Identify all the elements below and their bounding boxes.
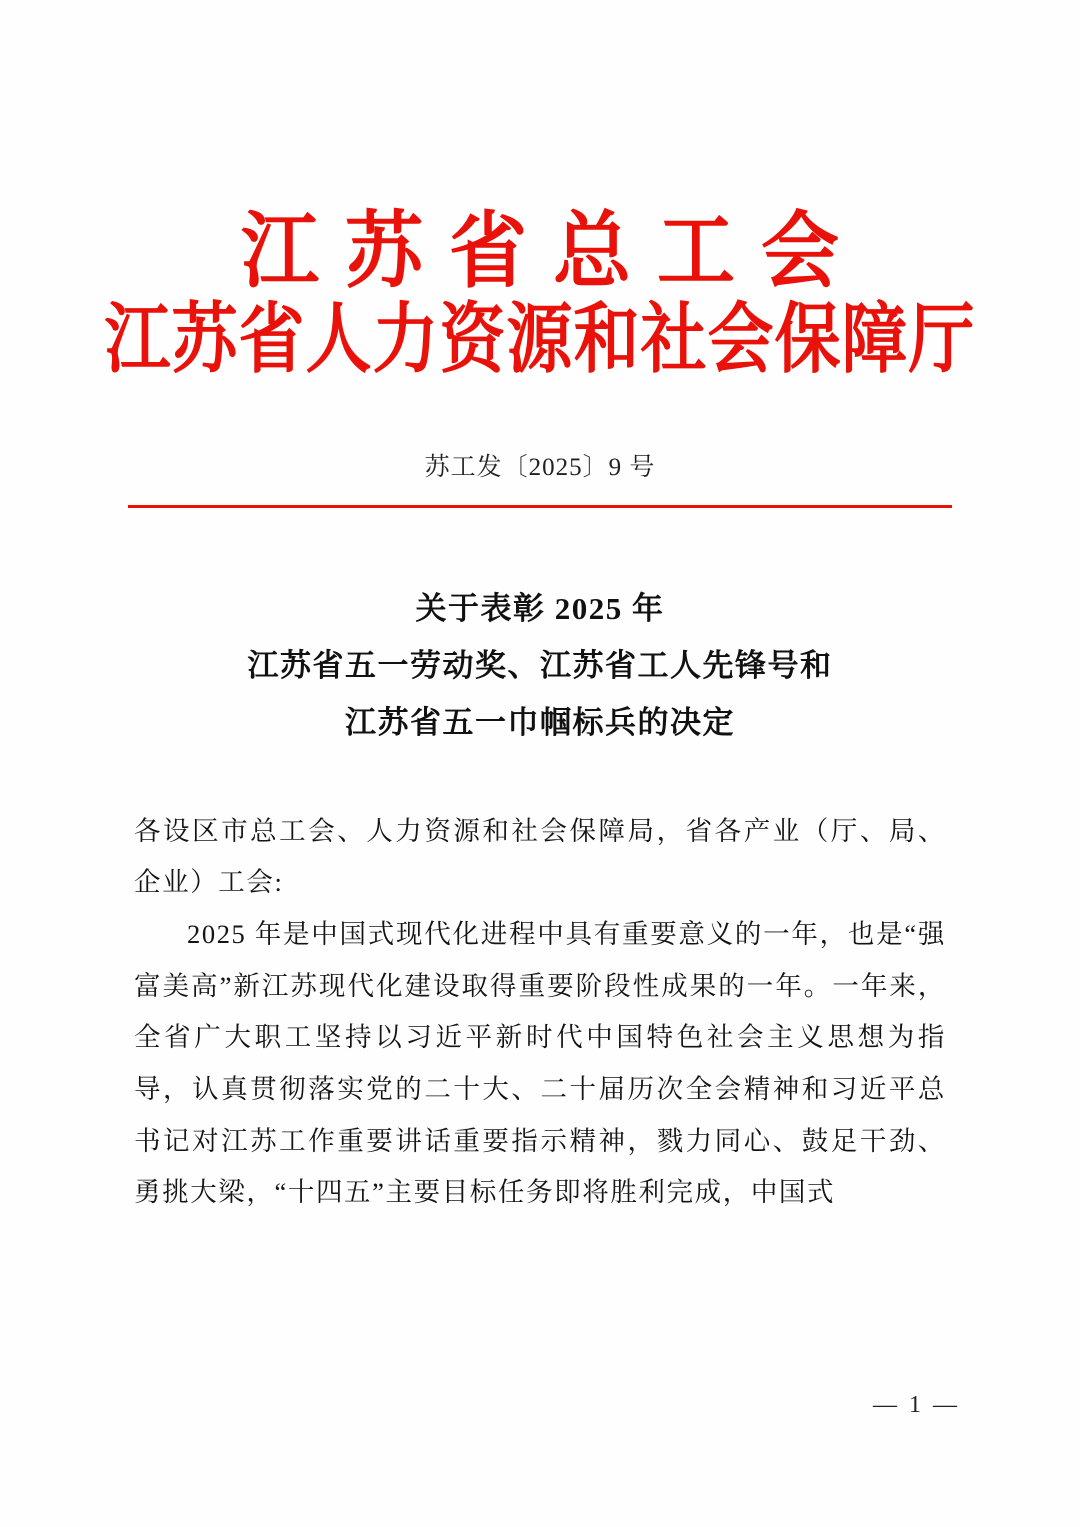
title-line-2: 江苏省五一劳动奖、江苏省工人先锋号和 (247, 647, 833, 683)
body-paragraph-1: 2025 年是中国式现代化进程中具有重要意义的一年，也是“强富美高”新江苏现代化建设取得重要阶段性成果的一年。一年来，全省广大职工坚持以习近平新时代中国特色社会主义思想为指导，认真贯彻落实党的二十大、二十届历次全会精神和习近平总书记对江苏工作重要讲话重要指示精神，戮力同心、鼓足干劲、勇挑大梁，“十四五”主要目标任务即将胜利完成，中国式 (134, 918, 946, 1208)
red-divider-rule (128, 505, 952, 508)
document-title (0, 580, 1080, 752)
page-number: — 1 — (873, 1392, 960, 1418)
salutation: 各设区市总工会、人力资源和社会保障局，省各产业（厅、局、企业）工会: (134, 815, 946, 898)
document-body (134, 806, 946, 1219)
issuer-name-secondary: 江苏省人力资源和社会保障厅 (104, 298, 976, 384)
title-line-3: 江苏省五一巾帼标兵的决定 (345, 705, 735, 741)
masthead (0, 0, 1080, 384)
document-number: 苏工发〔2025〕9 号 (424, 453, 656, 481)
title-line-1: 关于表彰 2025 年 (415, 590, 665, 626)
issuer-name-primary: 江苏省总工会 (240, 205, 865, 298)
